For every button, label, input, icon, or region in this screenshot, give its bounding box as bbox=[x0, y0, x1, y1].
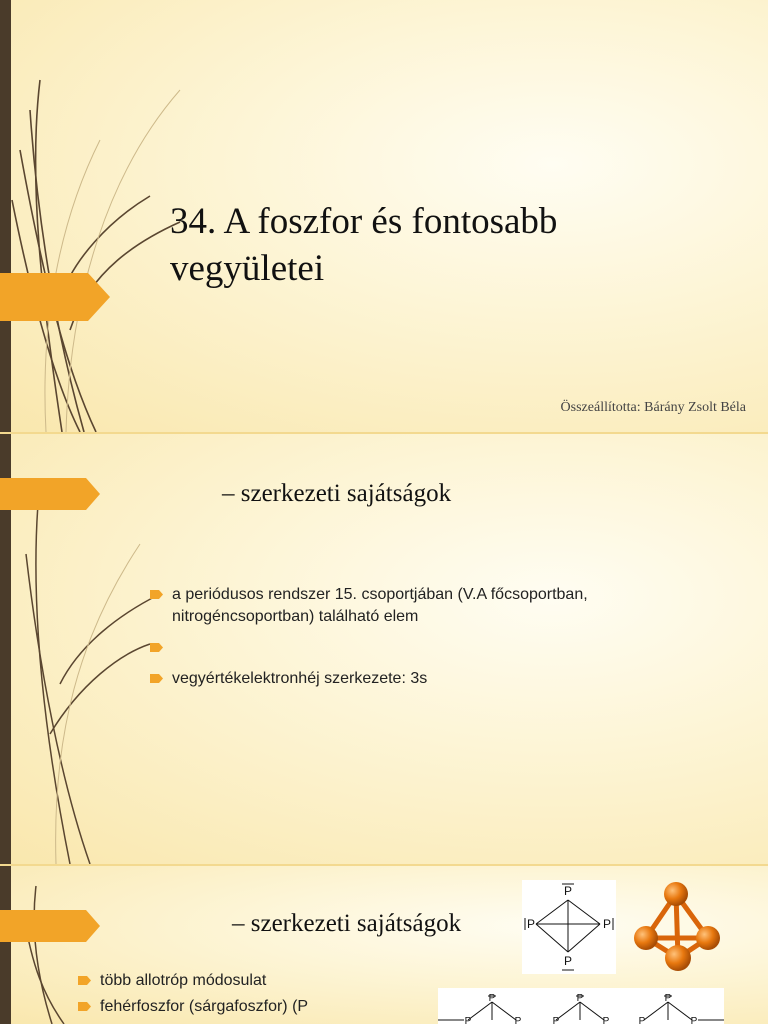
p-atom-label: P bbox=[602, 917, 612, 931]
p-atom-label: P bbox=[488, 993, 496, 1004]
page-title bbox=[170, 198, 730, 292]
p-atom-label: P bbox=[563, 884, 573, 898]
bullet-list bbox=[150, 584, 670, 699]
arrow-bullet-icon bbox=[150, 643, 163, 652]
p-atom-label: P bbox=[514, 1016, 522, 1024]
p4-lewis-structure bbox=[522, 880, 616, 974]
bullet-text: vegyértékelektronhéj szerkezete: 3s bbox=[172, 670, 428, 687]
list-item bbox=[150, 584, 670, 628]
p-atom-label: P bbox=[638, 1016, 646, 1024]
title-slide bbox=[0, 0, 768, 432]
list-item bbox=[150, 637, 670, 659]
p-atom-label: P bbox=[664, 993, 672, 1004]
chain-diagram bbox=[438, 988, 724, 1024]
title-accent-arrow bbox=[0, 273, 110, 321]
structure-slide bbox=[0, 434, 768, 864]
bullet-list bbox=[78, 970, 418, 1024]
p-atom-label: P bbox=[552, 1016, 560, 1024]
arrow-bullet-icon bbox=[150, 674, 163, 683]
heading-accent-arrow bbox=[0, 478, 100, 510]
section-heading: – szerkezeti sajátságok bbox=[232, 910, 462, 937]
arrow-bullet-icon bbox=[150, 590, 163, 599]
p-atom-label: P bbox=[563, 954, 573, 968]
bullet-text: több allotróp módosulat bbox=[100, 972, 267, 989]
author-credit: Összeállította: Bárány Zsolt Béla bbox=[560, 400, 746, 415]
title-line-1: 34. A foszfor és fontosabb bbox=[170, 201, 558, 242]
p-atom-label: P bbox=[602, 1016, 610, 1024]
list-item bbox=[150, 668, 670, 690]
allotrope-slide bbox=[0, 866, 768, 1024]
p4-ball-model bbox=[630, 880, 726, 976]
arrow-bullet-icon bbox=[78, 1002, 91, 1011]
p-atom-label: P bbox=[576, 993, 584, 1004]
p4-lewis-diagram bbox=[522, 880, 616, 974]
list-item bbox=[78, 970, 418, 992]
bullet-text: fehérfoszfor (sárgafoszfor) (P bbox=[100, 998, 309, 1015]
p-atom-label: P bbox=[690, 1016, 698, 1024]
phosphorus-chain-structure bbox=[438, 988, 724, 1024]
bullet-text: a periódusos rendszer 15. csoportjában (V.A főcsoportban, nitrogéncsoportban) található elem bbox=[172, 586, 588, 625]
title-line-2: vegyületei bbox=[170, 248, 325, 289]
p-atom-label: P bbox=[464, 1016, 472, 1024]
heading-accent-arrow bbox=[0, 910, 100, 942]
p-atom-label: P bbox=[526, 917, 536, 931]
list-item bbox=[78, 996, 418, 1018]
arrow-bullet-icon bbox=[78, 976, 91, 985]
section-heading: – szerkezeti sajátságok bbox=[222, 480, 452, 507]
